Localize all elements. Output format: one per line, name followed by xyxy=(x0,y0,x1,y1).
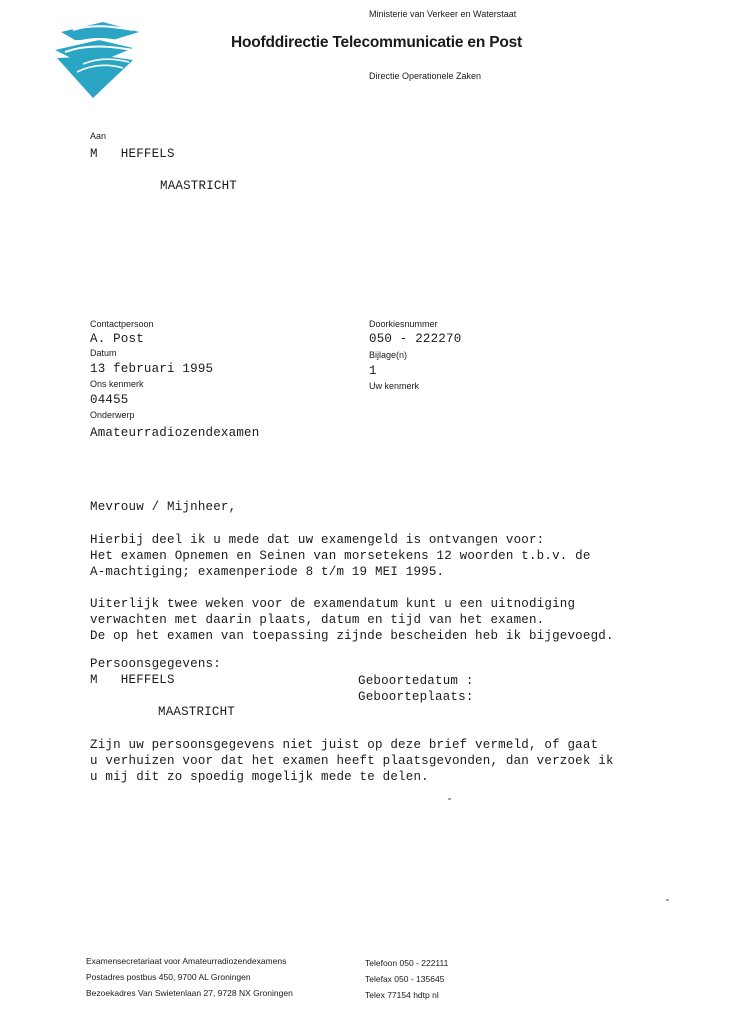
paragraph-line: Hierbij deel ik u mede dat uw examengeld is ontvangen voor: xyxy=(90,533,545,547)
personal-name: M HEFFELS xyxy=(90,673,175,687)
address-label: Aan xyxy=(90,131,107,141)
direct-phone-value: 050 - 222270 xyxy=(369,332,462,346)
scan-speck xyxy=(448,798,451,800)
paragraph-line: verwachten met daarin plaats, datum en tijd van het examen. xyxy=(90,613,545,627)
paragraph-line: De op het examen van toepassing zijnde bescheiden heb ik bijgevoegd. xyxy=(90,629,614,643)
date-label: Datum xyxy=(90,348,117,358)
footer-contact-block xyxy=(365,955,448,1003)
attachments-value: 1 xyxy=(369,364,377,378)
reference-value: 04455 xyxy=(90,393,129,407)
recipient-city: MAASTRICHT xyxy=(160,179,238,193)
footer-line: Bezoekadres Van Swietenlaan 27, 9728 NX Groningen xyxy=(86,988,293,998)
contact-value: A. Post xyxy=(90,332,144,346)
footer-line: Postadres postbus 450, 9700 AL Groningen xyxy=(86,972,251,982)
subject-value: Amateurradiozendexamen xyxy=(90,426,260,440)
department-title: Hoofddirectie Telecommunicatie en Post xyxy=(231,34,522,51)
footer-line: Examensecretariaat voor Amateurradiozendexamens xyxy=(86,956,287,966)
paragraph-line: u verhuizen voor dat het examen heeft plaatsgevonden, dan verzoek ik xyxy=(90,754,614,768)
footer-address-block xyxy=(86,953,293,1001)
ministry-logo xyxy=(53,18,139,98)
ministry-name: Ministerie van Verkeer en Waterstaat xyxy=(369,9,517,19)
paragraph-line: A-machtiging; examenperiode 8 t/m 19 MEI 1995. xyxy=(90,565,445,579)
paragraph-line: Zijn uw persoonsgegevens niet juist op deze brief vermeld, of gaat xyxy=(90,738,599,752)
direct-phone-label: Doorkiesnummer xyxy=(369,319,438,329)
subject-label: Onderwerp xyxy=(90,410,135,420)
paragraph-line: Uiterlijk twee weken voor de examendatum kunt u een uitnodiging xyxy=(90,597,576,611)
salutation: Mevrouw / Mijnheer, xyxy=(90,500,237,514)
contact-label: Contactpersoon xyxy=(90,319,154,329)
footer-line: Telefax 050 - 135645 xyxy=(365,974,445,984)
directorate-name: Directie Operationele Zaken xyxy=(369,71,482,81)
paragraph-correction xyxy=(90,737,614,785)
paragraph-line: u mij dit zo spoedig mogelijk mede te delen. xyxy=(90,770,429,784)
paragraph-invitation xyxy=(90,596,614,644)
scan-speck xyxy=(666,899,669,901)
birthdate-label: Geboortedatum : xyxy=(358,674,474,688)
attachments-label: Bijlage(n) xyxy=(369,350,408,360)
paragraph-line: Het examen Opnemen en Seinen van morsetekens 12 woorden t.b.v. de xyxy=(90,549,591,563)
birthplace-label: Geboorteplaats: xyxy=(358,690,474,704)
date-value: 13 februari 1995 xyxy=(90,362,214,376)
personal-data-label: Persoonsgegevens: xyxy=(90,657,221,671)
reference-label: Ons kenmerk xyxy=(90,379,144,389)
your-reference-label: Uw kenmerk xyxy=(369,381,420,391)
footer-line: Telex 77154 hdtp nl xyxy=(365,990,439,1000)
personal-city: MAASTRICHT xyxy=(158,705,236,719)
footer-line: Telefoon 050 - 222111 xyxy=(365,958,449,968)
recipient-name: M HEFFELS xyxy=(90,147,175,161)
paragraph-receipt xyxy=(90,532,591,580)
